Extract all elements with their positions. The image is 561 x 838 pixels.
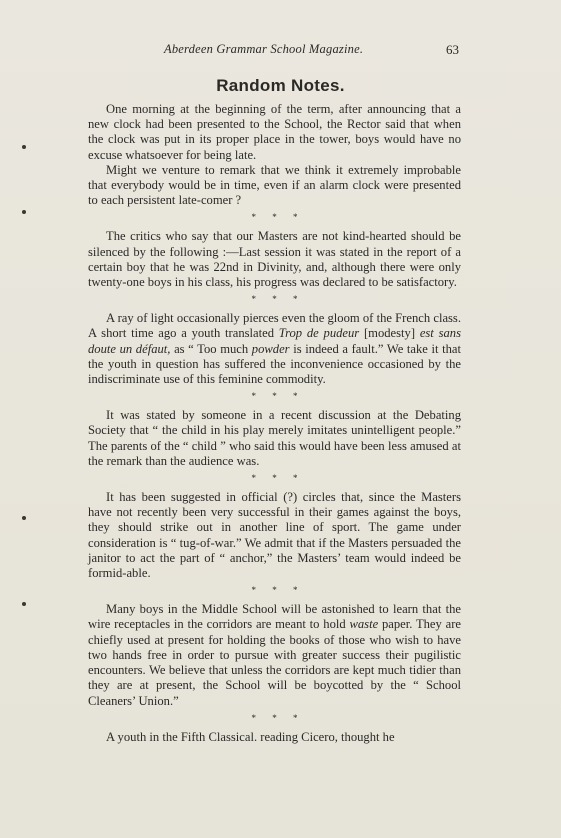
paragraph-clock: One morning at the beginning of the term, after announcing that a new clock had been presented to the School, the Rector said that when the clock was put in its proper place in the tower, boys would have no excuse whatsoever for being late. <box>88 102 461 162</box>
page-number: 63 <box>446 42 459 57</box>
paragraph-tug-of-war: It has been suggested in official (?) circles that, since the Masters have not recently been very successful in their games against the boys, they should strike out in another line of sport. The game under consideration is “ tug-of-war.” We admit that if the Masters persuaded the janitor to act the part of “ anchor,” the Masters’ team would indeed be formid-able. <box>88 490 461 581</box>
paragraph-debating-society: It was stated by someone in a recent discussion at the Debating Society that “ the child in his play merely imitates unintelligent people.” The parents of the “ child ” who said this would have been less amused at the remark than the audience was. <box>88 408 461 468</box>
section-separator: * * * <box>251 473 298 484</box>
emphasized-word: waste <box>349 617 379 632</box>
article-body <box>88 102 461 745</box>
paragraph-text: [modesty] <box>359 326 420 341</box>
running-title: Aberdeen Grammar School Magazine. <box>164 42 364 56</box>
section-separator: * * * <box>251 712 298 723</box>
emphasized-word: powder <box>251 341 290 356</box>
french-phrase: Trop de pudeur <box>278 326 360 341</box>
section-separator: * * * <box>251 294 298 305</box>
binding-hole-mark <box>22 516 26 520</box>
paragraph-text: A ray of light occasionally pierces even the gloom of the French class. A short time ago a youth translated <box>88 311 461 341</box>
paragraph-text: paper. They are chiefly used at present for holding the books of those who wish to have two hands free in order to pursue with greater success their pugilistic encounters. We believe that unless the corridors are kept much tidier than they are at present, the School will be boycotted by the “ School Cleaners’ Union.” <box>88 617 461 708</box>
binding-hole-mark <box>22 145 26 149</box>
page-header <box>0 42 561 60</box>
section-separator: * * * <box>251 391 298 402</box>
paragraph-text: Many boys in the Middle School will be astonished to learn that the wire receptacles in the corridors are meant to hold <box>88 602 461 632</box>
french-phrase: est sans doute un défaut, <box>88 326 461 356</box>
paragraph-text: as “ Too much <box>170 341 252 356</box>
paragraph-critics: The critics who say that our Masters are not kind-hearted should be silenced by the following :—Last session it was stated in the report of a certain boy that he was 22nd in Divinity, and, although there were only twenty-one boys in his class, his progress was declared to be satisfactory. <box>88 229 461 290</box>
paragraph-french-class <box>88 311 461 387</box>
paragraph-alarm: Might we venture to remark that we think it extremely improbable that everybody would be in time, even if an alarm clock were presented to each persistent late-comer ? <box>88 162 461 208</box>
section-separator: * * * <box>251 585 298 596</box>
binding-hole-mark <box>22 210 26 214</box>
article-title: Random Notes. <box>216 76 345 95</box>
paragraph-text: is indeed a fault.” We take it that the youth in question has suffered the inconvenience occasioned by the indiscriminate use of this feminine commodity. <box>88 341 462 387</box>
binding-hole-mark <box>22 602 26 606</box>
paragraph-cicero: A youth in the Fifth Classical. reading Cicero, thought he <box>106 729 395 744</box>
section-separator: * * * <box>251 212 298 223</box>
paragraph-waste-paper <box>88 602 461 708</box>
